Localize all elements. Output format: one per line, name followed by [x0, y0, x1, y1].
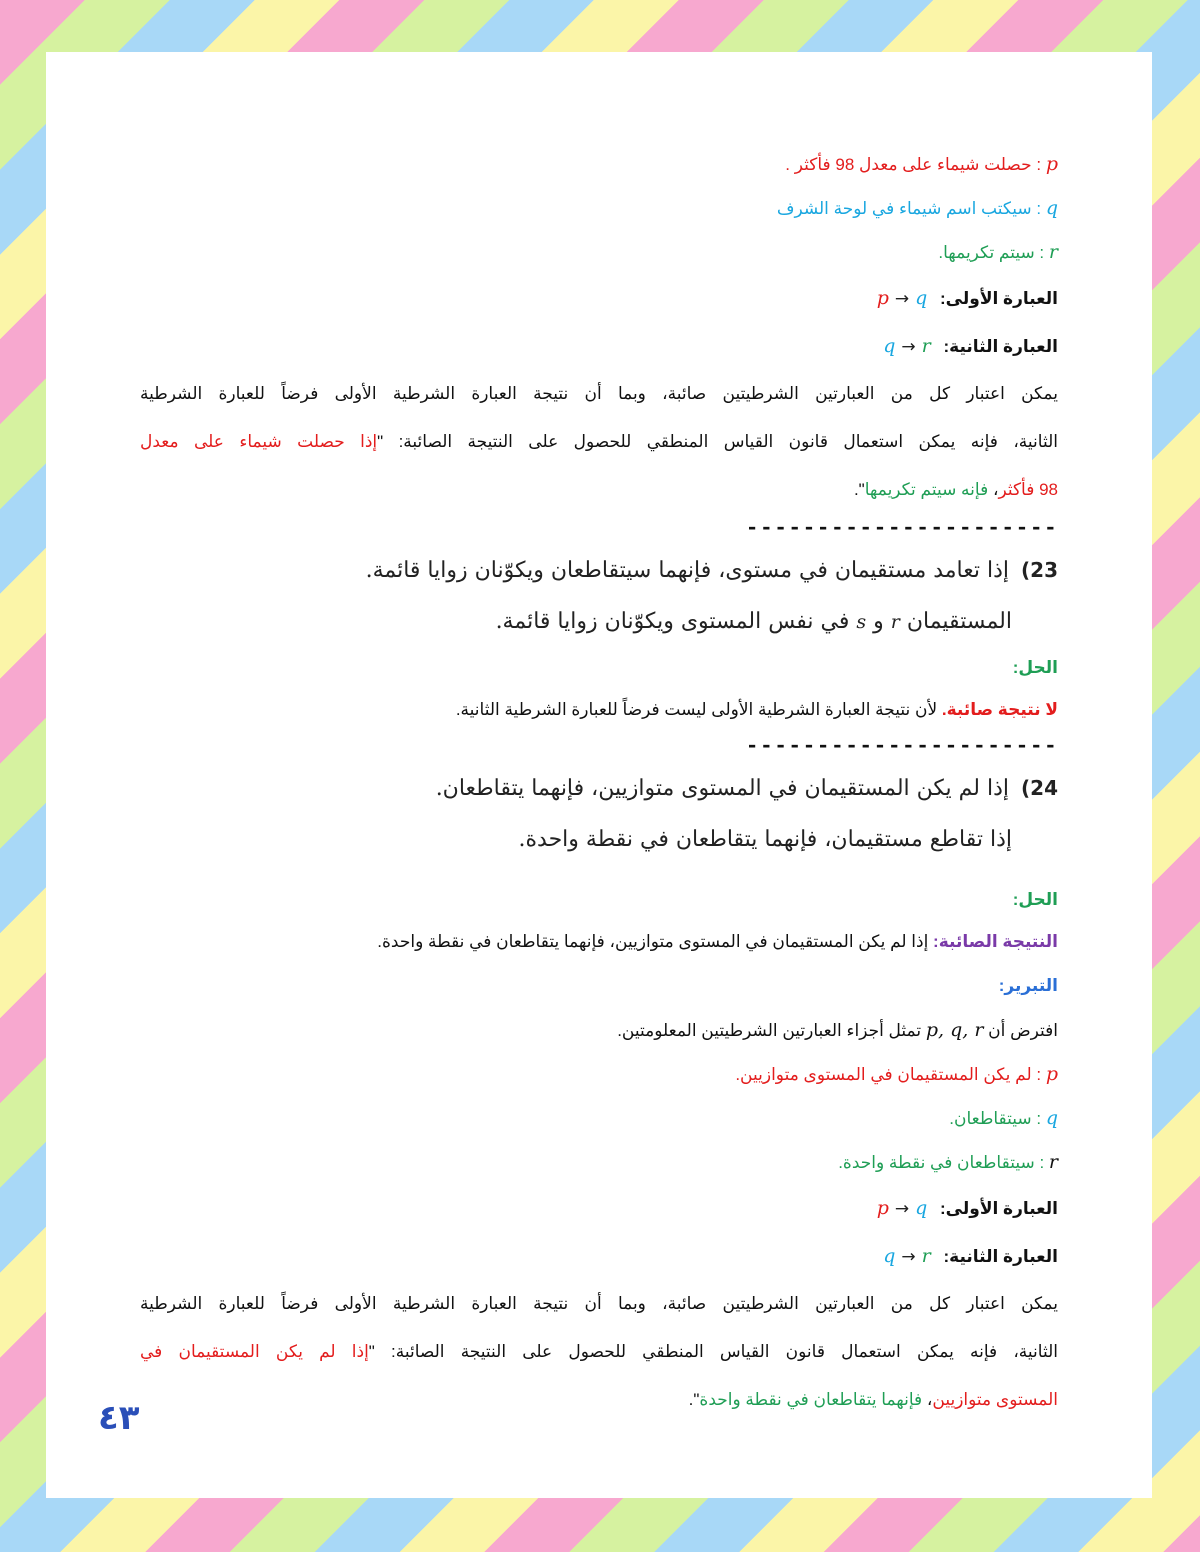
var-r: r — [1048, 1151, 1058, 1173]
formula-r: r — [921, 335, 931, 357]
justification-label: التبرير: — [998, 976, 1058, 995]
second-statement-formula — [883, 322, 931, 371]
question-23-line-2 — [140, 596, 1058, 648]
p-definition — [140, 142, 1058, 186]
var-r: r — [890, 611, 900, 633]
formula-q: q — [883, 1245, 896, 1267]
q-text: : سيتقاطعان. — [949, 1109, 1042, 1128]
question-number: 24) — [1021, 776, 1058, 800]
second-statement-label: العبارة الثانية: — [943, 1247, 1058, 1266]
first-statement-label: العبارة الأولى: — [940, 289, 1058, 308]
question-24-line-2 — [140, 814, 1058, 866]
question-text: إذا تعامد مستقيمان في مستوى، فإنهما سيتقاطعان ويكوّنان زوايا قائمة. — [365, 558, 1010, 583]
question-text: في نفس المستوى ويكوّنان زوايا قائمة. — [495, 609, 850, 634]
arrow-icon: → — [901, 1247, 916, 1267]
paragraph-text: الثانية، فإنه يمكن استعمال قانون القياس المنطقي للحصول على النتيجة الصائبة: " — [368, 1342, 1058, 1361]
r-definition — [140, 1140, 1058, 1184]
page-sheet — [46, 52, 1152, 1498]
valid-conclusion — [140, 920, 1058, 964]
paragraph-line-1 — [140, 1280, 1058, 1328]
quote-end: ". — [853, 480, 865, 499]
conclusion-text: إذا لم يكن المستقيمان في المستوى متوازيين، فإنهما يتقاطعان في نقطة واحدة. — [377, 932, 934, 951]
r-definition — [140, 230, 1058, 274]
first-statement-formula — [877, 274, 928, 323]
paragraph-line-1 — [140, 370, 1058, 418]
paragraph-line-3 — [140, 466, 1058, 514]
p-text: : لم يكن المستقيمان في المستوى متوازيين. — [735, 1065, 1042, 1084]
answer-text: لأن نتيجة العبارة الشرطية الأولى ليست فرضاً للعبارة الشرطية الثانية. — [455, 700, 942, 719]
conclusion-red-text: المستوى متوازيين — [932, 1390, 1058, 1409]
var-q: q — [1045, 1107, 1058, 1129]
first-statement — [140, 1184, 1058, 1232]
question-text: إذا تقاطع مستقيمان، فإنهما يتقاطعان في نقطة واحدة. — [518, 827, 1012, 852]
solution-label: الحل: — [1012, 890, 1058, 909]
question-24-line-1 — [140, 762, 1058, 814]
arrow-icon: → — [901, 337, 916, 357]
formula-r: r — [921, 1245, 931, 1267]
conclusion-green-text: فإنهما يتقاطعان في نقطة واحدة — [699, 1390, 923, 1409]
second-statement — [140, 322, 1058, 370]
q-text: : سيكتب اسم شيماء في لوحة الشرف — [776, 199, 1042, 218]
paragraph-text: الثانية، فإنه يمكن استعمال قانون القياس المنطقي للحصول على النتيجة الصائبة: " — [377, 432, 1058, 451]
conclusion-red-text: إذا لم يكن المستقيمان في — [140, 1342, 369, 1361]
formula-q: q — [915, 1197, 928, 1219]
paragraph-line-2 — [140, 1328, 1058, 1376]
formula-q: q — [915, 287, 928, 309]
question-text: و — [873, 609, 884, 634]
question-23-line-1 — [140, 544, 1058, 596]
assume-vars: p, q, r — [925, 1019, 984, 1041]
assume-line — [140, 1008, 1058, 1052]
q23-answer — [140, 688, 1058, 732]
first-statement-formula — [877, 1184, 928, 1233]
first-statement-label: العبارة الأولى: — [940, 1199, 1058, 1218]
paragraph-line-2 — [140, 418, 1058, 466]
page-content — [140, 142, 1058, 1424]
var-p: p — [1045, 153, 1058, 175]
paragraph-text: يمكن اعتبار كل من العبارتين الشرطيتين صائبة، وبما أن نتيجة العبارة الشرطية الأولى فرضاً للعبارة الشرطية — [140, 384, 1058, 403]
var-p: p — [1045, 1063, 1058, 1085]
var-r: r — [1048, 241, 1058, 263]
paragraph-text: يمكن اعتبار كل من العبارتين الشرطيتين صائبة، وبما أن نتيجة العبارة الشرطية الأولى فرضاً للعبارة الشرطية — [140, 1294, 1058, 1313]
formula-p: p — [876, 287, 889, 309]
question-text: إذا لم يكن المستقيمان في المستوى متوازيين، فإنهما يتقاطعان. — [435, 776, 1010, 801]
second-statement — [140, 1232, 1058, 1280]
q-definition — [140, 1096, 1058, 1140]
assume-text: تمثل أجزاء العبارتين الشرطيتين المعلومتين. — [617, 1021, 922, 1040]
p-text: : حصلت شيماء على معدل 98 فأكثر . — [785, 155, 1042, 174]
question-number: 23) — [1021, 558, 1058, 582]
r-text: : سيتم تكريمها. — [938, 243, 1045, 262]
paragraph-line-3 — [140, 1376, 1058, 1424]
first-statement — [140, 274, 1058, 322]
formula-p: p — [876, 1197, 889, 1219]
divider-line: ---------------------- — [745, 516, 1058, 541]
page-number: ٤٣ — [98, 1398, 140, 1438]
second-statement-formula — [883, 1232, 931, 1281]
conclusion-green-text: فإنه سيتم تكريمها — [864, 480, 989, 499]
separator: ، — [988, 480, 999, 499]
conclusion-label: النتيجة الصائبة: — [933, 932, 1058, 951]
var-s: s — [856, 611, 867, 633]
conclusion-red-text: 98 فأكثر — [998, 480, 1058, 499]
separator: ، — [922, 1390, 933, 1409]
arrow-icon: → — [894, 289, 910, 309]
formula-q: q — [883, 335, 896, 357]
solution-label: الحل: — [1012, 658, 1058, 677]
q-definition — [140, 186, 1058, 230]
arrow-icon: → — [894, 1199, 910, 1219]
divider-line: ---------------------- — [745, 734, 1058, 759]
second-statement-label: العبارة الثانية: — [943, 337, 1058, 356]
conclusion-red-text: إذا حصلت شيماء على معدل — [140, 432, 378, 451]
no-valid-conclusion: لا نتيجة صائبة. — [941, 700, 1058, 719]
var-q: q — [1045, 197, 1058, 219]
quote-end: ". — [688, 1390, 700, 1409]
question-text: المستقيمان — [906, 609, 1012, 634]
r-text: : سيتقاطعان في نقطة واحدة. — [838, 1153, 1045, 1172]
p-definition — [140, 1052, 1058, 1096]
assume-text: افترض أن — [988, 1021, 1058, 1040]
